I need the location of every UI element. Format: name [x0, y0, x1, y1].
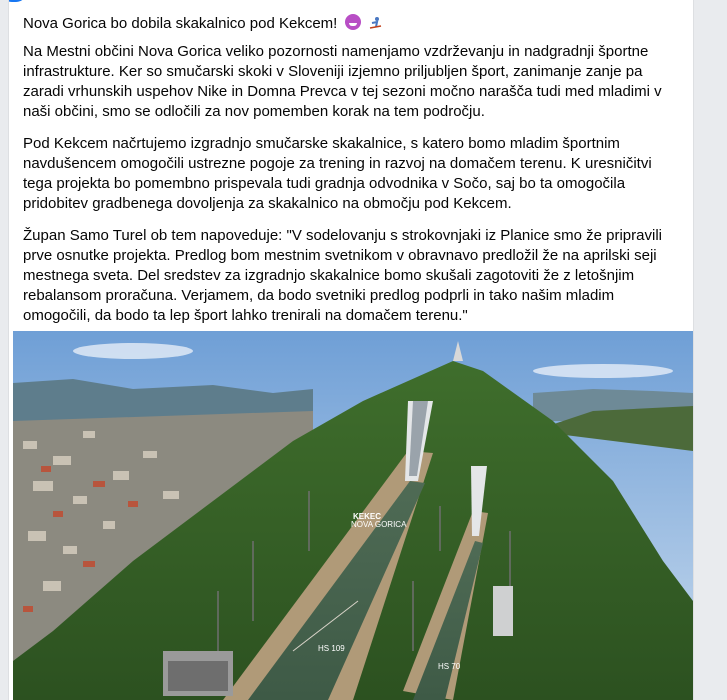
globe-icon: [81, 0, 111, 4]
post-paragraph-3: Župan Samo Turel ob tem napoveduje: "V sodelovanju s strokovnjaki iz Planice smo že pripravili prve osnutke projekta. Predlog bom mestnim svetnikom v obravnavo predložil že na aprilski seji mestnega sveta. Del sredstev za izgradnjo skakalnice bomo skušali zagotoviti že z letošnjim rebalansom proračuna. Verjamem, da bodo svetniki predlog podprli in tako našim mladim omogočili, da bodo ta lep šport lahko trenirali na domačem terenu.": [23, 227, 662, 324]
ski-jump-rendering-photo[interactable]: [13, 331, 693, 700]
post-header-remnant: [9, 0, 693, 6]
hill-large-label: HS 109: [318, 644, 345, 653]
headline-text: Nova Gorica bo dobila skakalnico pod Kekcem!: [23, 15, 338, 32]
page-avatar[interactable]: [8, 0, 27, 2]
skier-emoji-icon: [368, 16, 382, 30]
post-paragraph-1: Na Mestni občini Nova Gorica veliko pozornosti namenjamo vzdrževanju in nadgradnji športne infrastrukture. Ker so smučarski skoki v Sloveniji izjemno priljubljen šport, zanimanje zanje pa zaradi vrhunskih uspehov Nike in Domna Prevca v tej sezoni močno narašča tudi med mladimi v naši občini, smo se odločili za nov pomemben korak na tem področju.: [23, 43, 662, 120]
hill-small-label: HS 70: [438, 662, 461, 671]
post-paragraph-2: Pod Kekcem načrtujemo izgradnjo smučarske skakalnice, s katero bomo mladim športnim navdušencem omogočili ustrezne pogoje za trening in razvoj na domačem terenu. K uresničitvi tega projekta bo pomembno prispevala tudi gradnja odvodnika v Sočo, saj bo ta omogočila pridobitev gradbenega dovoljenja za skakalnico na območju pod Kekcem.: [23, 135, 652, 212]
star-struck-emoji-icon: [345, 14, 361, 30]
post-headline: [23, 14, 683, 34]
post-body: [23, 14, 683, 338]
banner-subtitle: NOVA GORICA: [351, 520, 407, 529]
facebook-post-card: [8, 0, 694, 700]
banner-title: KEKEC: [353, 512, 382, 521]
